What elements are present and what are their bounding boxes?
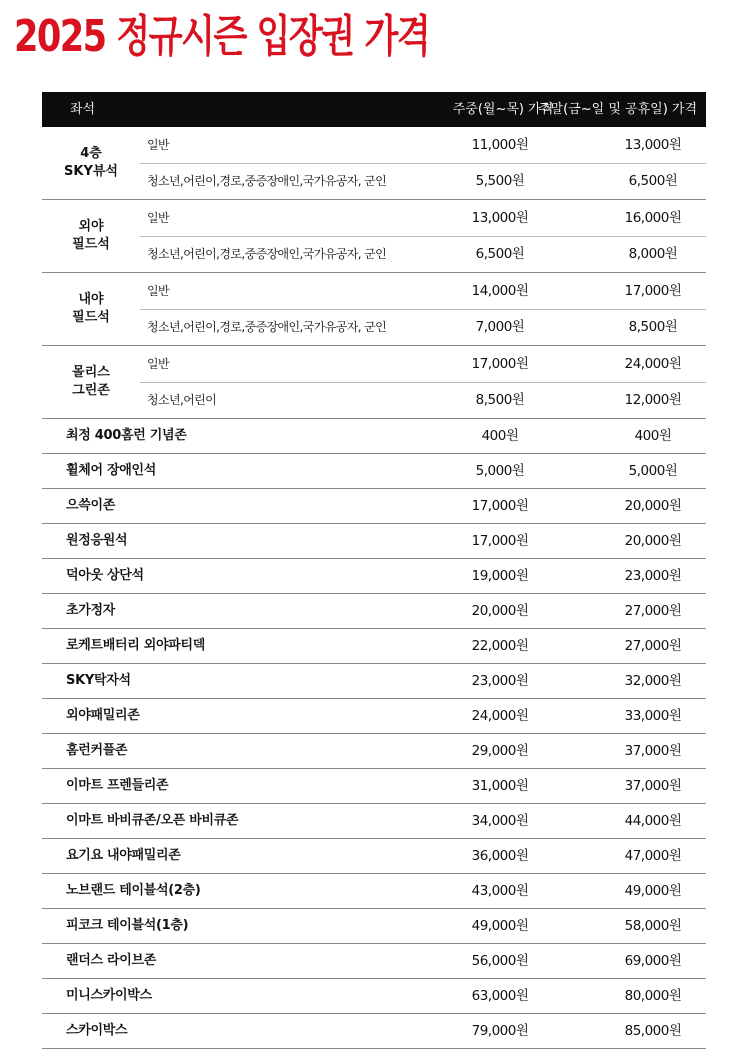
table-row bbox=[42, 559, 706, 594]
weekday-price: 63,000원 bbox=[471, 988, 529, 1004]
table-row bbox=[42, 1014, 706, 1049]
seat-group bbox=[42, 127, 706, 200]
sub-row bbox=[140, 346, 706, 383]
weekday-price: 17,000원 bbox=[471, 533, 529, 549]
table-row bbox=[42, 489, 706, 524]
sub-row bbox=[140, 382, 706, 418]
weekend-price: 8,000원 bbox=[628, 246, 678, 262]
weekday-price: 56,000원 bbox=[471, 953, 529, 969]
seat-name: 원정응원석 bbox=[66, 533, 128, 548]
table-row bbox=[42, 944, 706, 979]
weekend-price: 85,000원 bbox=[624, 1023, 682, 1039]
seat-name: 이마트 프렌들리존 bbox=[66, 778, 169, 793]
weekday-price: 7,000원 bbox=[475, 319, 525, 335]
sub-row bbox=[140, 163, 706, 199]
seat-name: 외야 필드석 bbox=[72, 219, 110, 252]
table-row bbox=[42, 664, 706, 699]
weekend-price: 58,000원 bbox=[624, 918, 682, 934]
seat-group bbox=[42, 346, 706, 419]
weekday-price: 20,000원 bbox=[471, 603, 529, 619]
weekend-price: 16,000원 bbox=[624, 210, 682, 226]
weekend-price: 37,000원 bbox=[624, 743, 682, 759]
ticket-category: 일반 bbox=[147, 211, 169, 225]
table-row bbox=[42, 524, 706, 559]
weekday-price: 79,000원 bbox=[471, 1023, 529, 1039]
table-row bbox=[42, 454, 706, 489]
weekend-price: 44,000원 bbox=[624, 813, 682, 829]
seat-name: 최정 400홈런 기념존 bbox=[66, 428, 187, 443]
seat-name: 스카이박스 bbox=[66, 1023, 128, 1038]
weekday-price: 31,000원 bbox=[471, 778, 529, 794]
weekday-price: 29,000원 bbox=[471, 743, 529, 759]
price-table bbox=[42, 127, 706, 1049]
seat-name: 휠체어 장애인석 bbox=[66, 463, 157, 478]
seat-name: SKY탁자석 bbox=[66, 673, 131, 688]
weekend-price: 32,000원 bbox=[624, 673, 682, 689]
weekend-price: 69,000원 bbox=[624, 953, 682, 969]
weekend-price: 47,000원 bbox=[624, 848, 682, 864]
ticket-category: 청소년,어린이,경로,중증장애인,국가유공자, 군인 bbox=[147, 320, 387, 334]
weekend-price: 5,000원 bbox=[628, 463, 678, 479]
weekend-price: 33,000원 bbox=[624, 708, 682, 724]
seat-name: 미니스카이박스 bbox=[66, 988, 152, 1003]
weekend-price: 20,000원 bbox=[624, 498, 682, 514]
seat-name: 랜더스 라이브존 bbox=[66, 953, 157, 968]
weekday-price: 14,000원 bbox=[471, 283, 529, 299]
weekend-price: 37,000원 bbox=[624, 778, 682, 794]
weekday-price: 24,000원 bbox=[471, 708, 529, 724]
table-row bbox=[42, 909, 706, 944]
sub-row bbox=[140, 309, 706, 345]
weekend-price: 27,000원 bbox=[624, 603, 682, 619]
weekday-price: 17,000원 bbox=[471, 356, 529, 372]
weekday-price: 43,000원 bbox=[471, 883, 529, 899]
ticket-category: 청소년,어린이,경로,중증장애인,국가유공자, 군인 bbox=[147, 174, 387, 188]
weekday-price: 5,500원 bbox=[475, 173, 525, 189]
ticket-category: 일반 bbox=[147, 138, 169, 152]
ticket-category: 청소년,어린이,경로,중증장애인,국가유공자, 군인 bbox=[147, 247, 387, 261]
weekday-price: 19,000원 bbox=[471, 568, 529, 584]
seat-name: 덕아웃 상단석 bbox=[66, 568, 144, 583]
seat-name: 홈런커플존 bbox=[66, 743, 128, 758]
seat-name: 몰리스 그린존 bbox=[72, 365, 110, 398]
weekend-price: 24,000원 bbox=[624, 356, 682, 372]
ticket-category: 일반 bbox=[147, 284, 169, 298]
weekday-price: 17,000원 bbox=[471, 498, 529, 514]
weekday-price: 36,000원 bbox=[471, 848, 529, 864]
seat-name: 요기요 내야패밀리존 bbox=[66, 848, 181, 863]
weekend-price: 8,500원 bbox=[628, 319, 678, 335]
weekday-price: 23,000원 bbox=[471, 673, 529, 689]
seat-name: 초가정자 bbox=[66, 603, 116, 618]
weekend-price: 12,000원 bbox=[624, 392, 682, 408]
weekday-price: 8,500원 bbox=[475, 392, 525, 408]
weekend-price: 6,500원 bbox=[628, 173, 678, 189]
header-weekend-price: 주말(금~일 및 공휴일) 가격 bbox=[538, 102, 698, 117]
weekday-price: 49,000원 bbox=[471, 918, 529, 934]
weekend-price: 27,000원 bbox=[624, 638, 682, 654]
seat-group bbox=[42, 200, 706, 273]
table-header bbox=[42, 92, 706, 127]
seat-name: 로케트배터리 외야파티덱 bbox=[66, 638, 206, 653]
seat-name: 피코크 테이블석(1층) bbox=[66, 918, 189, 933]
weekday-price: 400원 bbox=[481, 428, 519, 444]
weekend-price: 17,000원 bbox=[624, 283, 682, 299]
sub-row bbox=[140, 127, 706, 164]
weekday-price: 5,000원 bbox=[475, 463, 525, 479]
table-row bbox=[42, 874, 706, 909]
table-row bbox=[42, 734, 706, 769]
weekend-price: 80,000원 bbox=[624, 988, 682, 1004]
seat-name: 이마트 바비큐존/오픈 바비큐존 bbox=[66, 813, 239, 828]
seat-name: 노브랜드 테이블석(2층) bbox=[66, 883, 201, 898]
table-row bbox=[42, 979, 706, 1014]
weekend-price: 13,000원 bbox=[624, 137, 682, 153]
weekday-price: 6,500원 bbox=[475, 246, 525, 262]
ticket-category: 일반 bbox=[147, 357, 169, 371]
weekend-price: 400원 bbox=[634, 428, 672, 444]
seat-name: 내야 필드석 bbox=[72, 292, 110, 325]
seat-name: 외야패밀리존 bbox=[66, 708, 140, 723]
weekday-price: 13,000원 bbox=[471, 210, 529, 226]
table-row bbox=[42, 839, 706, 874]
weekend-price: 20,000원 bbox=[624, 533, 682, 549]
sub-row bbox=[140, 236, 706, 272]
sub-row bbox=[140, 200, 706, 237]
table-row bbox=[42, 629, 706, 664]
table-row bbox=[42, 769, 706, 804]
weekday-price: 34,000원 bbox=[471, 813, 529, 829]
table-row bbox=[42, 804, 706, 839]
ticket-category: 청소년,어린이 bbox=[147, 393, 217, 407]
table-row bbox=[42, 699, 706, 734]
sub-row bbox=[140, 273, 706, 310]
page-title: 2025 정규시즌 입장권 가격 bbox=[14, 11, 430, 62]
seat-group bbox=[42, 273, 706, 346]
weekday-price: 22,000원 bbox=[471, 638, 529, 654]
seat-name: 으쓱이존 bbox=[66, 498, 116, 513]
header-weekday-price: 주중(월~목) 가격 bbox=[452, 102, 554, 117]
table-row bbox=[42, 594, 706, 629]
weekend-price: 23,000원 bbox=[624, 568, 682, 584]
weekend-price: 49,000원 bbox=[624, 883, 682, 899]
header-seat: 좌석 bbox=[70, 102, 96, 117]
weekday-price: 11,000원 bbox=[471, 137, 529, 153]
table-row bbox=[42, 419, 706, 454]
seat-name: 4층 SKY뷰석 bbox=[64, 146, 118, 179]
